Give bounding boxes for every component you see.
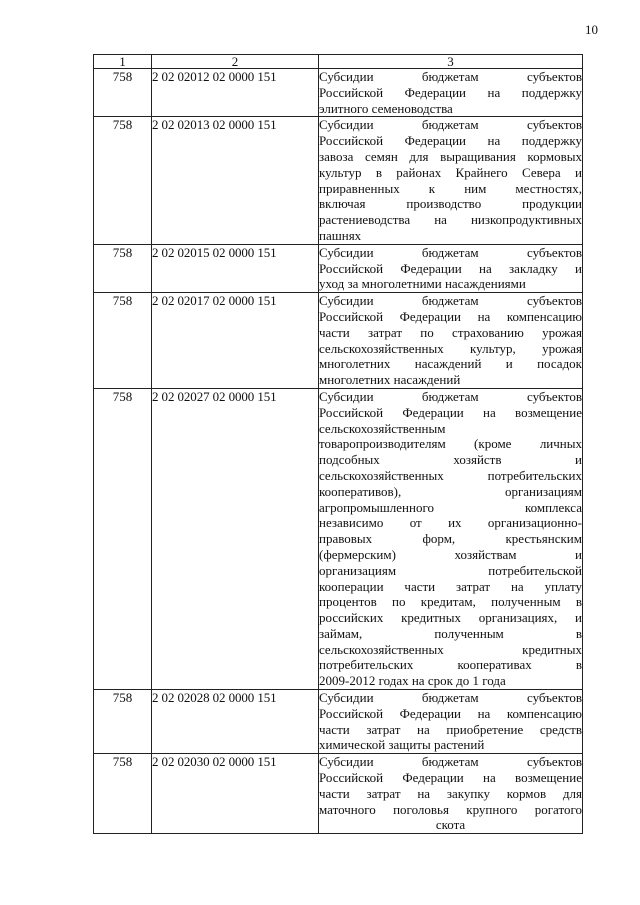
revenue-name-line: Российской Федерации на закладку и — [319, 260, 582, 276]
budget-code-cell: 2 02 02013 02 0000 151 — [152, 117, 319, 244]
revenue-name-line: займам, полученным в — [319, 625, 582, 641]
revenue-name-line: элитного семеноводства — [319, 100, 453, 116]
revenue-name-line: многолетних насаждений — [319, 372, 461, 388]
revenue-name-line: независимо от их организационно- — [319, 515, 582, 531]
revenue-name-cell — [319, 388, 583, 689]
budget-code-cell: 2 02 02030 02 0000 151 — [152, 754, 319, 834]
admin-code-cell: 758 — [94, 244, 152, 292]
revenue-name-line: кооперативов), организациям — [319, 483, 582, 499]
revenue-name-cell — [319, 244, 583, 292]
admin-code-cell: 758 — [94, 69, 152, 117]
budget-code-cell: 2 02 02017 02 0000 151 — [152, 293, 319, 389]
revenue-name-line: потребительских кооперативах в — [319, 657, 582, 673]
budget-classification-table — [93, 54, 583, 834]
revenue-name-line: скота — [435, 817, 466, 833]
revenue-name-line: химической защиты растений — [319, 737, 485, 753]
table-row — [94, 690, 583, 754]
revenue-name-line: Субсидии бюджетам субъектов — [319, 690, 582, 706]
revenue-name-line: товаропроизводителям (кроме личных — [319, 436, 582, 452]
revenue-name-line: Субсидии бюджетам субъектов — [319, 69, 582, 84]
revenue-name-line: организациям потребительской — [319, 562, 582, 578]
revenue-name-line: части затрат на закупку кормов для — [319, 785, 582, 801]
column-header-3: 3 — [319, 55, 583, 69]
revenue-name-line: маточного поголовья крупного рогатого — [319, 801, 582, 817]
admin-code-cell: 758 — [94, 754, 152, 834]
table-row — [94, 754, 583, 834]
budget-code-cell: 2 02 02027 02 0000 151 — [152, 388, 319, 689]
revenue-name-line: Субсидии бюджетам субъектов — [319, 388, 582, 404]
column-header-2: 2 — [152, 55, 319, 69]
revenue-name-cell — [319, 690, 583, 754]
revenue-name-line: российских кредитных организациях, и — [319, 610, 582, 626]
revenue-name-line: правовых форм, крестьянским — [319, 531, 582, 547]
revenue-name-line: сельскохозяйственных кредитных — [319, 641, 582, 657]
admin-code-cell: 758 — [94, 117, 152, 244]
revenue-name-line: 2009-2012 годах на срок до 1 года — [319, 673, 506, 689]
revenue-name-line: процентов по кредитам, полученным в — [319, 594, 582, 610]
budget-code-cell: 2 02 02028 02 0000 151 — [152, 690, 319, 754]
revenue-name-line: приравненных к ним местностях, — [319, 180, 582, 196]
table-header-row — [94, 55, 583, 69]
revenue-name-line: Российской Федерации на компенсацию — [319, 705, 582, 721]
revenue-name-cell — [319, 293, 583, 389]
page-number: 10 — [585, 22, 598, 37]
admin-code-cell: 758 — [94, 388, 152, 689]
table-row — [94, 293, 583, 389]
revenue-name-line: Субсидии бюджетам субъектов — [319, 244, 582, 260]
revenue-name-line: Российской Федерации на поддержку — [319, 84, 582, 100]
revenue-name-line: Субсидии бюджетам субъектов — [319, 293, 582, 309]
budget-code-cell: 2 02 02015 02 0000 151 — [152, 244, 319, 292]
revenue-name-line: (фермерским) хозяйствам и — [319, 546, 582, 562]
table-row — [94, 388, 583, 689]
revenue-name-line: сельскохозяйственных потребительских — [319, 467, 582, 483]
revenue-name-line: Субсидии бюджетам субъектов — [319, 754, 582, 770]
revenue-name-line: Субсидии бюджетам субъектов — [319, 117, 582, 133]
admin-code-cell: 758 — [94, 690, 152, 754]
column-header-1: 1 — [94, 55, 152, 69]
revenue-name-line: Российской Федерации на возмещение — [319, 404, 582, 420]
revenue-name-line: включая производство продукции — [319, 196, 582, 212]
table-row — [94, 244, 583, 292]
revenue-name-line: сельскохозяйственным — [319, 420, 446, 436]
revenue-name-line: части затрат по страхованию урожая — [319, 324, 582, 340]
budget-code-cell: 2 02 02012 02 0000 151 — [152, 69, 319, 117]
table-row — [94, 117, 583, 244]
revenue-name-line: растениеводства на низкопродуктивных — [319, 212, 582, 228]
revenue-name-cell — [319, 69, 583, 117]
revenue-name-line: сельскохозяйственных культур, урожая — [319, 340, 582, 356]
revenue-name-line: культур в районах Крайнего Севера и — [319, 164, 582, 180]
table-body — [94, 55, 583, 834]
revenue-name-line: Российской Федерации на компенсацию — [319, 308, 582, 324]
revenue-name-line: агропромышленного комплекса — [319, 499, 582, 515]
revenue-name-cell — [319, 754, 583, 834]
admin-code-cell: 758 — [94, 293, 152, 389]
revenue-name-line: подсобных хозяйств и — [319, 452, 582, 468]
revenue-name-cell — [319, 117, 583, 244]
revenue-name-line: многолетних насаждений и посадок — [319, 356, 582, 372]
revenue-name-line: части затрат на приобретение средств — [319, 721, 582, 737]
table-row — [94, 69, 583, 117]
revenue-name-line: завоза семян для выращивания кормовых — [319, 148, 582, 164]
revenue-name-line: уход за многолетними насаждениями — [319, 276, 526, 292]
revenue-name-line: пашнях — [319, 227, 362, 243]
revenue-name-line: Российской Федерации на поддержку — [319, 133, 582, 149]
revenue-name-line: кооперации части затрат на уплату — [319, 578, 582, 594]
revenue-name-line: Российской Федерации на возмещение — [319, 770, 582, 786]
